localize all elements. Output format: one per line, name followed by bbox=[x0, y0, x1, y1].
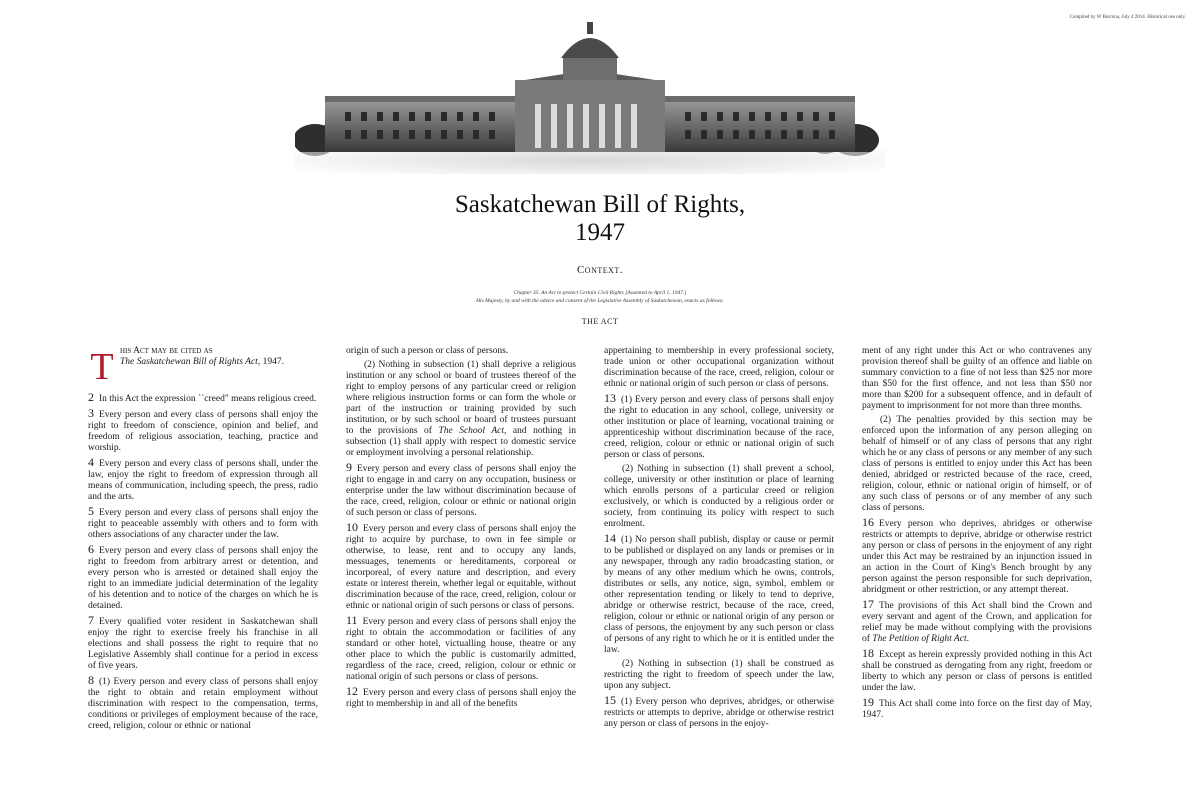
page-title: Saskatchewan Bill of Rights, bbox=[454, 191, 746, 218]
column-2 bbox=[346, 346, 576, 713]
credit-note: Compiled by W Borrona, July 4 2014. Historical use only. bbox=[1069, 15, 1186, 20]
section-9: 9 Every person and every class of persons shall enjoy the right to engage in and carry on any occupation, business or enterprise under the law without discrimination because of the race, creed, religion, colour or ethnic or national origin of such person or class of persons. bbox=[346, 460, 576, 518]
section-15-2: (2) The penalties provided by this section may be enforced upon the information of any person alleging on behalf of himself or of any class of persons that any right which he or any class of persons or any member of any such class of persons is entitled to enjoy under this Act has been denied, abridged or restricted because of the race, creed, religion, colour, ethnic or national origin of himself, or of any such class of persons or of any member of any such class of persons. bbox=[862, 415, 1092, 513]
column-1 bbox=[88, 346, 318, 735]
section-18: 18 Except as herein expressly provided nothing in this Act shall be construed as derogating from any right, freedom or liberty to which any person or class of persons is entitled under the law. bbox=[862, 646, 1092, 693]
chapter-line-1: Chapter 35. An Act to protect Certain Civil Rights [Assented to April 1, 1947.] bbox=[513, 290, 687, 296]
section-17: 17 The provisions of this Act shall bind the Crown and every servant and agent of the Crown, and application for relief may be made without complying with the provisions of The Petition of Right Act. bbox=[862, 597, 1092, 644]
section-3: 3 Every person and every class of persons shall enjoy the right to freedom of conscience, opinion and belief, and freedom of religious association, teaching, practice and worship. bbox=[88, 406, 318, 453]
section-14: 14 (1) No person shall publish, display or cause or permit to be published or displayed on any lands or premises or in any newspaper, through any radio broadcasting station, or by means of any other medium which he owns, controls, distributes or sells, any notice, sign, symbol, emblem or other representation tending or likely to tend to deprive, abridge or otherwise restrict, because of the race, creed, religion, colour or ethnic or national origin of any person or class of persons, the enjoyment by any such person or class of persons of any right to which he or it is entitled under the law. bbox=[604, 531, 834, 655]
section-8: 8 (1) Every person and every class of persons shall enjoy the right to obtain and retain employment without discrimination with respect to the compensation, terms, conditions or privileges of employment because of the race, creed, religion, colour or ethnic or national bbox=[88, 673, 318, 731]
chapter-note bbox=[0, 289, 1200, 305]
section-15-cont: ment of any right under this Act or who contravenes any provision thereof shall be guilty of an offence and liable on summary conviction to a fine of not less than $25 nor more than $50 for the first offence, and not less than $50 nor more than $200 for a subsequent offence, and in default of payment to imprisonment for not more than three months. bbox=[862, 346, 1092, 411]
dropcap-letter-t bbox=[88, 346, 116, 386]
section-19: 19 This Act shall come into force on the first day of May, 1947. bbox=[862, 695, 1092, 720]
column-3 bbox=[604, 346, 834, 733]
section-16: 16 Every person who deprives, abridges or otherwise restricts or attempts to deprive, abridge or otherwise restrict any person or class of persons in the enjoyment of any right under this Act may be restrained by an injunction issued in an action in the Court of King's Bench brought by any person against the person responsible for such deprivation, abridgment or other restriction, or any attempt thereat. bbox=[862, 515, 1092, 595]
section-13-2: (2) Nothing in subsection (1) shall prevent a school, college, university or other institution or place of learning which enrolls persons of a particular creed or religion exclusively, or which is conducted by a religious order or society, from continuing its policy with respect to such enrolment. bbox=[604, 464, 834, 529]
page-title-year: 1947 bbox=[575, 219, 625, 246]
the-act-heading: THE ACT bbox=[581, 317, 619, 326]
section-1-text-c: , 1947. bbox=[257, 357, 284, 367]
section-1-act-title: The Saskatchewan Bill of Rights Act bbox=[120, 357, 258, 367]
section-12-cont: appertaining to membership in every professional society, trade union or other occupational organization without discrimination because of the race, creed, religion, colour or ethnic or national origin of such person or class of persons. bbox=[604, 346, 834, 389]
section-13: 13 (1) Every person and every class of persons shall enjoy the right to education in any school, college, university or other institution or place of learning, vocational training or apprenticeship without discrimination because of the race, creed, religion, colour or ethnic or national origin of such person or class of persons. bbox=[604, 391, 834, 460]
section-1 bbox=[88, 346, 318, 386]
section-1-text-a: his Act may be cited as bbox=[120, 346, 213, 356]
section-4: 4 Every person and every class of persons shall, under the law, enjoy the right to freedom of expression through all means of communication, including speech, the press, radio and the arts. bbox=[88, 455, 318, 502]
svg-text:T: T bbox=[90, 346, 114, 386]
section-12: 12 Every person and every class of persons shall enjoy the right to membership in and all of the benefits bbox=[346, 684, 576, 709]
section-8-2: (2) Nothing in subsection (1) shall deprive a religious institution or any school or board of trustees thereof of the right to employ persons of any particular creed or religion where religious instruction forms or can form the whole or part of the instruction or training provided by such institution, or by such school or board of trustees pursuant to the provisions of The School Act, and nothing in subsection (1) shall apply with respect to domestic service or employment involving a personal relationship. bbox=[346, 360, 577, 458]
section-6: 6 Every person and every class of persons shall enjoy the right to freedom from arbitrary arrest or detention, and every person who is arrested or detained shall enjoy the right to an immediate judicial determination of the legality of his detention and to notice of the charges on which he is detained. bbox=[88, 542, 318, 611]
section-5: 5 Every person and every class of persons shall enjoy the right to peaceable assembly with others and to form with others associations of any character under the law. bbox=[88, 504, 318, 540]
column-4 bbox=[862, 346, 1092, 724]
section-11: 11 Every person and every class of persons shall enjoy the right to obtain the accommodation or facilities of any standard or other hotel, victualling house, theatre or any other place to which the public is customarily admitted, regardless of the race, creed, religion, colour or ethnic or national origin of such persons or class of persons. bbox=[346, 613, 576, 682]
section-15: 15 (1) Every person who deprives, abridges, or otherwise restricts or attempts to deprive, abridge or otherwise restrict any person or class of persons in the enjoy- bbox=[604, 693, 834, 729]
section-10: 10 Every person and every class of persons shall enjoy the right to acquire by purchase, to own in fee simple or otherwise, to lease, rent and to occupy any lands, messuages, tenements or hereditaments, corporeal or incorporeal, of every nature and description, and every estate or interest therein, whether legal or equitable, without discrimination because of the race, creed, religion, colour or ethnic or national origin of such persons or class of persons. bbox=[346, 520, 576, 611]
chapter-line-2: His Majesty, by and with the advice and consent of the Legislative Assembly of Saskatchewan, enacts as follows: bbox=[476, 298, 724, 304]
section-14-2: (2) Nothing in subsection (1) shall be construed as restricting the right to freedom of speech under the law, upon any subject. bbox=[604, 659, 834, 691]
section-8-cont: origin of such a person or class of persons. bbox=[346, 346, 509, 356]
section-7: 7 Every qualified voter resident in Saskatchewan shall enjoy the right to exercise freely his franchise in all elections and shall possess the right to require that no Legislative Assembly shall continue for a period in excess of five years. bbox=[88, 613, 318, 671]
section-2: 2 In this Act the expression ``creed" means religious creed. bbox=[88, 390, 317, 404]
context-heading: Context. bbox=[576, 264, 624, 276]
legislative-building-image bbox=[295, 22, 885, 174]
